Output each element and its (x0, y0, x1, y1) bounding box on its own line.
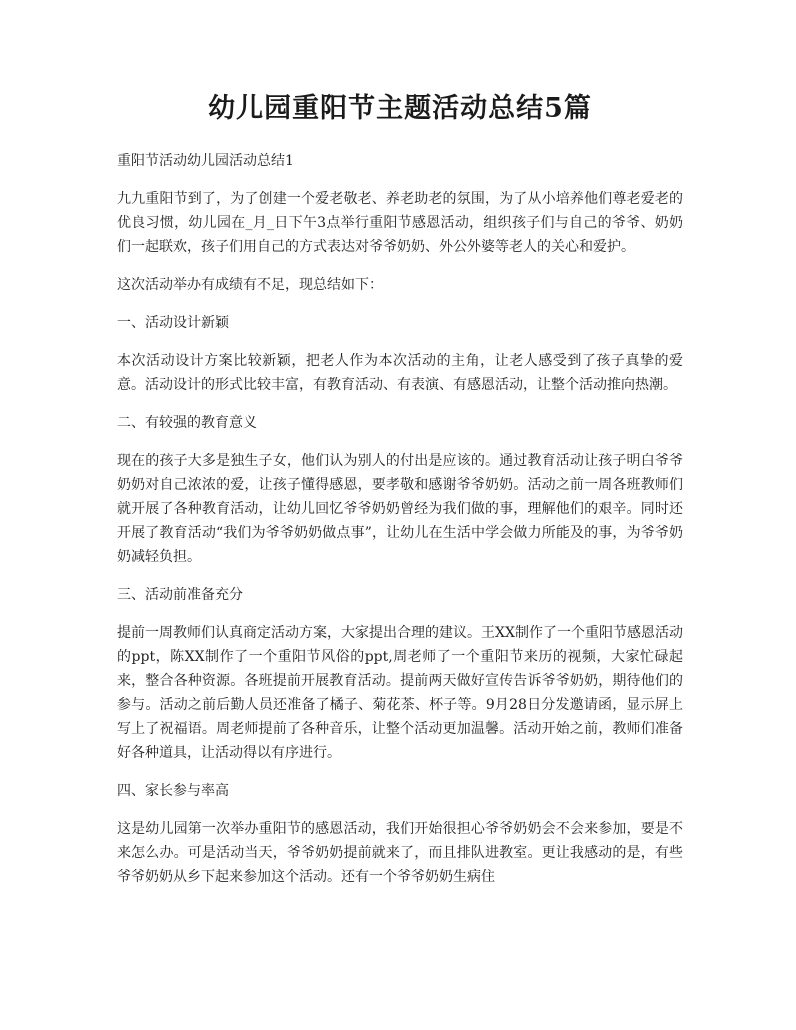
paragraph-summary-lead: 这次活动举办有成绩有不足，现总结如下： (117, 277, 383, 293)
document-title: 幼儿园重阳节主题活动总结5篇 (208, 93, 592, 124)
section-heading-2: 二、有较强的教育意义 (117, 415, 257, 431)
paragraph-section-2: 现在的孩子大多是独生子女，他们认为别人的付出是应该的。通过教育活动让孩子明白爷爷奶奶对自己浓浓的爱，让孩子懂得感恩，要孝敬和感谢爷爷奶奶。活动之前一周各班教师们就开展了各种教育活动，让幼儿回忆爷爷奶奶曾经为我们做的事，理解他们的艰辛。同时还开展了教育活动“我们为爷爷奶奶做点事”，让幼儿在生活中学会做力所能及的事，为爷爷奶奶减轻负担。 (117, 453, 683, 565)
section-heading-3: 三、活动前准备充分 (117, 587, 243, 603)
section-heading-4: 四、家长参与率高 (117, 783, 229, 799)
document-subtitle: 重阳节活动幼儿园活动总结1 (117, 153, 294, 169)
paragraph-intro: 九九重阳节到了，为了创建一个爱老敬老、养老助老的氛围，为了从小培养他们尊老爱老的优良习惯，幼儿园在_月_日下午3点举行重阳节感恩活动，组织孩子们与自己的爷爷、奶奶们一起联欢，孩子们用自己的方式表达对爷爷奶奶、外公外婆等老人的关心和爱护。 (117, 191, 683, 255)
paragraph-section-4: 这是幼儿园第一次举办重阳节的感恩活动，我们开始很担心爷爷奶奶会不会来参加，要是不来怎么办。可是活动当天，爷爷奶奶提前就来了，而且排队进教室。更让我感动的是，有些爷爷奶奶从乡下起来参加这个活动。还有一个爷爷奶奶生病住 (117, 821, 683, 885)
document-page (117, 86, 683, 903)
section-heading-1: 一、活动设计新颖 (117, 315, 229, 331)
paragraph-section-1: 本次活动设计方案比较新颖，把老人作为本次活动的主角，让老人感受到了孩子真挚的爱意。活动设计的形式比较丰富，有教育活动、有表演、有感恩活动，让整个活动推向热潮。 (117, 353, 683, 393)
paragraph-section-3: 提前一周教师们认真商定活动方案，大家提出合理的建议。王XX制作了一个重阳节感恩活动的ppt，陈XX制作了一个重阳节风俗的ppt,周老师了一个重阳节来历的视频，大家忙碌起来，整合各种资源。各班提前开展教育活动。提前两天做好宣传告诉爷爷奶奶，期待他们的参与。活动之前后勤人员还准备了橘子、菊花茶、杯子等。9月28日分发邀请函，显示屏上写上了祝福语。周老师提前了各种音乐，让整个活动更加温馨。活动开始之前，教师们准备好各种道具，让活动得以有序进行。 (117, 625, 683, 761)
